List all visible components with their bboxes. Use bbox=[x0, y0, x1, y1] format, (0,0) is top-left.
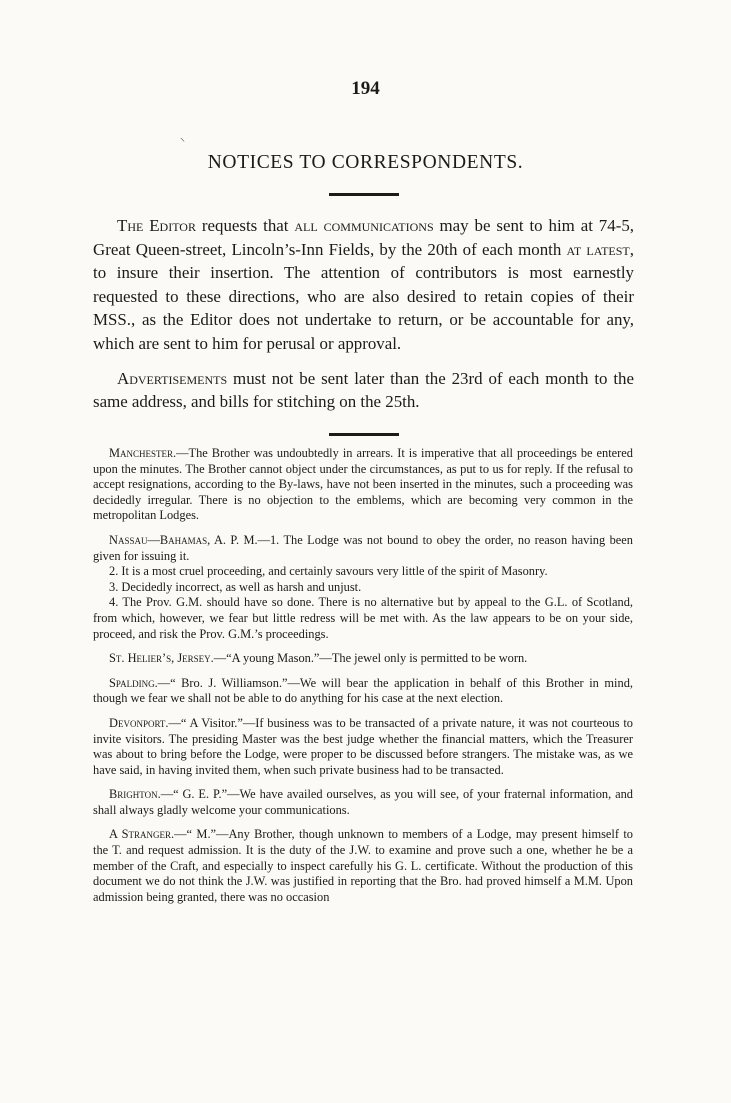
notice-paragraph bbox=[93, 564, 633, 580]
notice-item bbox=[93, 716, 633, 778]
notice-text: —1. The Lodge was not bound to obey the order, no reason having been given for issuing it. bbox=[93, 532, 633, 563]
notice-paragraph bbox=[93, 580, 633, 596]
notice-item bbox=[93, 827, 633, 905]
notice-text: —“A young Mason.”—The jewel only is permitted to be worn. bbox=[213, 651, 528, 666]
notice-heading: A Stranger. bbox=[109, 827, 175, 842]
page-title: NOTICES TO CORRESPONDENTS. bbox=[207, 152, 524, 173]
notice-paragraph bbox=[93, 676, 633, 707]
notice-item bbox=[93, 446, 633, 524]
intro-text: must not be sent later than the 23rd of each month to the same address, and bills for stitching on the 25th. bbox=[93, 368, 634, 412]
notice-heading: Spalding. bbox=[109, 675, 158, 690]
notice-item bbox=[93, 787, 633, 818]
notice-item bbox=[93, 676, 633, 707]
notice-heading: Nassau—Bahamas, A. P. M. bbox=[109, 532, 258, 547]
page-number: 194 bbox=[351, 78, 380, 99]
notice-paragraph bbox=[93, 446, 633, 524]
notice-text: 2. It is a most cruel proceeding, and certainly savours very little of the spirit of Masonry. bbox=[109, 564, 548, 579]
notice-heading: Manchester. bbox=[109, 446, 177, 460]
section-divider bbox=[329, 433, 399, 436]
editor-notice bbox=[93, 214, 634, 414]
notice-text: 4. The Prov. G.M. should have so done. There is no alternative but by appeal to the G.L. of Scotland, from which, however, we fear but little redress will be met with. As the law appears to be on your side, proceed, and risk the Prov. G.M.’s proceedings. bbox=[93, 595, 633, 641]
notice-text: —The Brother was undoubtedly in arrears. It is imperative that all proceedings be entered upon the minutes. The Brother cannot object under the circumstances, as put to us for reply. If the refusal to accept resignations, according to the By-laws, have not been inserted in the minutes, such a proceeding was decidedly irregular. There is no objection to the emblems, which are becoming very common in the metropolitan Lodges. bbox=[93, 446, 633, 523]
correspondent-notices bbox=[93, 446, 633, 914]
advertisements-paragraph bbox=[93, 367, 634, 414]
notice-text: —“ G. E. P.”—We have availed ourselves, as you will see, of your fraternal information, and shall always gladly welcome your communications. bbox=[93, 787, 633, 817]
notice-heading: Brighton. bbox=[109, 787, 161, 802]
title-divider bbox=[329, 193, 399, 196]
intro-text: may be sent to him at 74-5, Great Queen-street, Lincoln’s-Inn Fields, by the 20th of each month bbox=[93, 216, 634, 259]
notice-paragraph bbox=[93, 651, 633, 667]
notice-text: —“ A Visitor.”—If business was to be transacted of a private nature, it was not courteous to invite visitors. The presiding Master was the best judge whether the financial matters, which the Treasurer was about to bring before the Lodge, were proper to be discussed before strangers. The mistake was, as we have said, in having invited them, when such private business had to be transacted. bbox=[93, 715, 633, 777]
stray-mark: ⸌ bbox=[180, 137, 185, 148]
intro-emphasis: at latest bbox=[566, 239, 630, 259]
advertisements-lead: Advertisements bbox=[117, 368, 228, 388]
notice-paragraph bbox=[93, 595, 633, 642]
notice-heading: Devonport. bbox=[109, 715, 169, 730]
editor-notice-paragraph bbox=[93, 214, 634, 356]
intro-emphasis: all communications bbox=[294, 216, 434, 235]
notice-item bbox=[93, 533, 633, 642]
intro-text: , to insure their insertion. The attention of contributors is most earnestly requested to these directions, who are also desired to retain copies of their MSS., as the Editor does not undertake to return, or be accountable for any, which are sent to him for perusal or approval. bbox=[93, 239, 634, 353]
notice-paragraph bbox=[93, 787, 633, 818]
notice-heading: St. Helier’s, Jersey. bbox=[109, 651, 214, 666]
notice-paragraph bbox=[93, 533, 633, 564]
notice-text: 3. Decidedly incorrect, as well as harsh and unjust. bbox=[109, 579, 362, 594]
notice-paragraph bbox=[93, 716, 633, 778]
notice-text: —“ Bro. J. Williamson.”—We will bear the application in behalf of this Brother in mind, though we fear we shall not be able to do anything for his case at the next election. bbox=[93, 675, 633, 706]
notice-text: —“ M.”—Any Brother, though unknown to members of a Lodge, may present himself to the T. and request admission. It is the duty of the J.W. to examine and prove such a one, whether he be a member of the Craft, and especially to inspect carefully his G. L. certificate. Without the production of this document we do not think the J.W. was justified in reporting that the Bro. had proved himself a M.M. Upon admission being granted, there was no occasion bbox=[93, 827, 633, 904]
intro-text: requests that bbox=[195, 216, 295, 235]
notice-paragraph bbox=[93, 827, 633, 905]
notice-item bbox=[93, 651, 633, 667]
editor-lead: The Editor bbox=[117, 216, 196, 235]
